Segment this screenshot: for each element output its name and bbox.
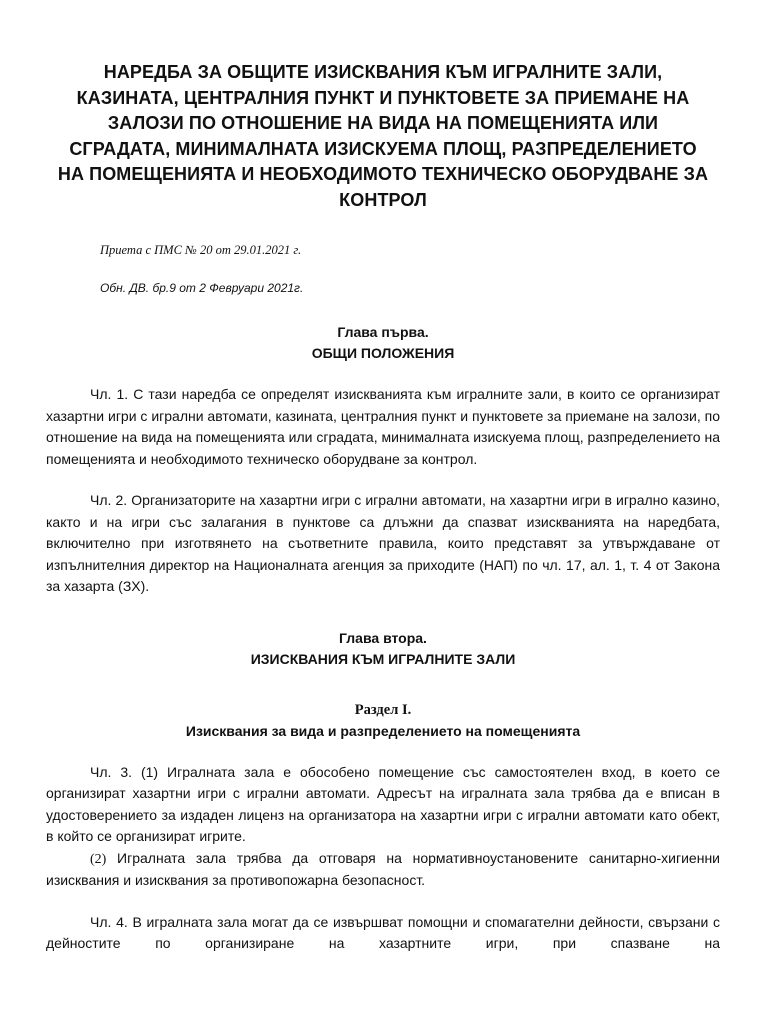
title-line: КОНТРОЛ — [339, 189, 427, 210]
section-label: Раздел I. — [354, 701, 412, 718]
publication-note: Обн. ДВ. бр.9 от 2 Февруари 2021г. — [100, 281, 304, 295]
title-line: ЗАЛОЗИ ПО ОТНОШЕНИЕ НА ВИДА НА ПОМЕЩЕНИЯТА ИЛИ — [107, 113, 659, 133]
chapter-title: ИЗИСКВАНИЯ КЪМ ИГРАЛНИТЕ ЗАЛИ — [250, 650, 516, 667]
title-line: СГРАДАТА, МИНИМАЛНАТА ИЗИСКУЕМА ПЛОЩ, РАЗПРЕДЕЛЕНИЕТО — [69, 138, 697, 159]
paragraph-number: (2) — [90, 851, 107, 867]
article-4: Чл. 4. В игралната зала могат да се извършват помощни и спомагателни дейности, свързани с дейностите по организиране на хазартните игри, при спазване на — [46, 913, 720, 951]
article-2: Чл. 2. Организаторите на хазартни игри с игрални автомати, на хазартни игри в игрално казино, както и на игри със залагания в пунктове са длъжни да спазват изискванията на наредбата, включително при изготвянето на съответните правила, които представят за утвърждаване от изпълнителния директор на Националната агенция за приходите (НАП) по чл. 17, ал. 1, т. 4 от Закона за хазарта (ЗХ). — [46, 492, 720, 594]
section-title: Изисквания за вида и разпределението на помещенията — [185, 722, 581, 739]
title-line: НАРЕДБА ЗА ОБЩИТЕ ИЗИСКВАНИЯ КЪМ ИГРАЛНИТЕ ЗАЛИ, — [103, 62, 663, 82]
title-line: НА ПОМЕЩЕНИЯТА И НЕОБХОДИМОТО ТЕХНИЧЕСКО ОБОРУДВАНЕ ЗА — [57, 164, 709, 184]
document-title — [46, 60, 720, 213]
paragraph-text: Игралната зала трябва да отговаря на нормативноустановените санитарно-хигиенни изисквания и изисквания за противопожарна безопасност. — [46, 849, 720, 888]
article-3-paragraph-1: Чл. 3. (1) Игралната зала е обособено помещение със самостоятелен вход, в което се организират хазартни игри с игрални автомати. Адресът на игралната зала трябва да е вписан в удостоверението за издаден лиценз на организатора на хазартни игри с игрални автомати като обект, в който се организират игрите. — [46, 763, 720, 844]
article-3-paragraph-2 — [46, 848, 720, 892]
chapter-label: Глава втора. — [339, 629, 427, 646]
chapter-label: Глава първа. — [337, 324, 429, 340]
chapter-title: ОБЩИ ПОЛОЖЕНИЯ — [311, 345, 455, 361]
article-1: Чл. 1. С тази наредба се определят изискванията към игралните зали, в които се организират хазартни игри с игрални автомати, казината, централния пункт и пунктовете за приемане на залози, по отношение на вида на помещенията или сградата, минималната изискуема площ, разпределението на помещенията и необходимото техническо оборудване за контрол. — [46, 386, 721, 467]
adoption-note: Приета с ПМС № 20 от 29.01.2021 г. — [100, 243, 302, 257]
title-line: КАЗИНАТА, ЦЕНТРАЛНИЯ ПУНКТ И ПУНКТОВЕТЕ ЗА ПРИЕМАНЕ НА — [76, 87, 690, 108]
